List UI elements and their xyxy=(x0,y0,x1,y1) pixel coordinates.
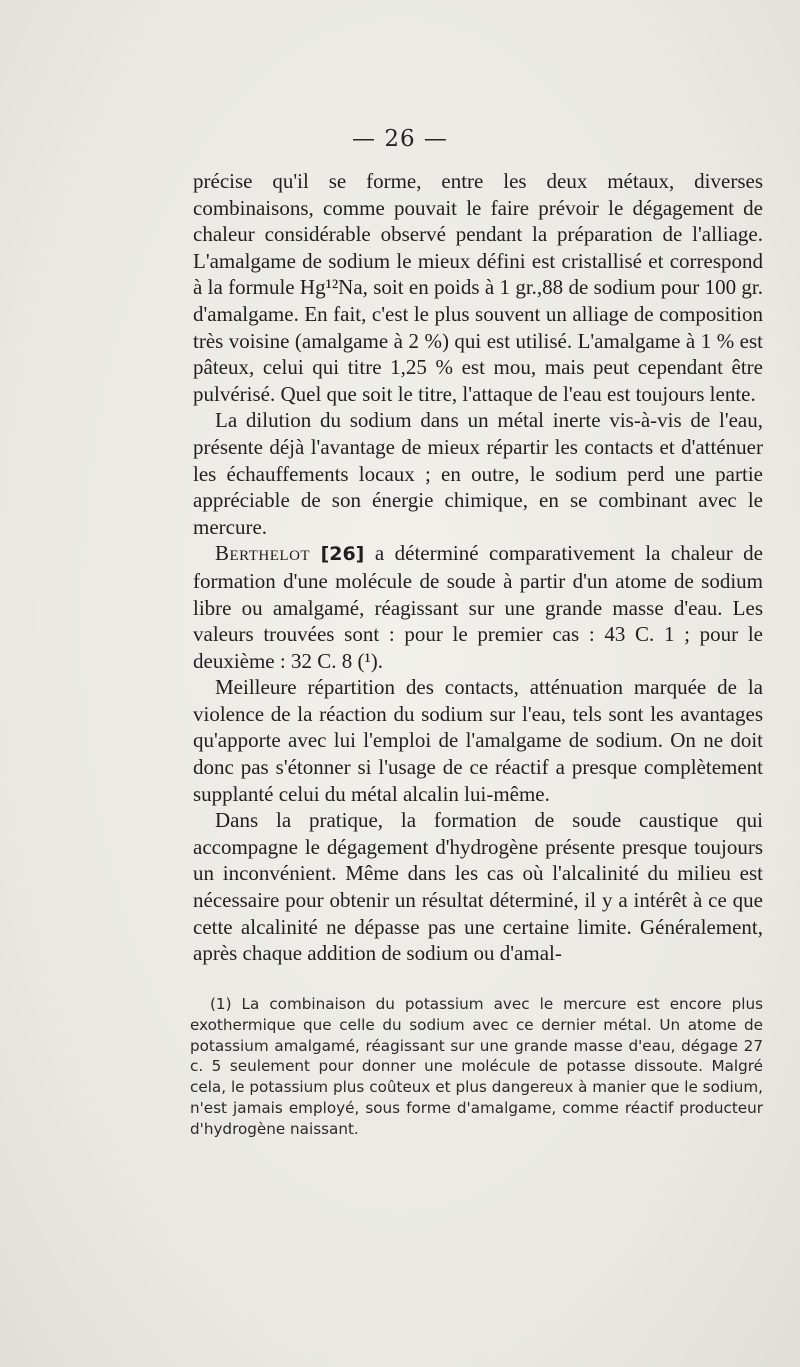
paragraph-4: Meilleure répartition des contacts, atténuation marquée de la violence de la réaction du sodium sur l'eau, tels sont les avantages qu'apporte avec lui l'emploi de l'amalgame de sodium. On ne doit donc pas s'étonner si l'usage de ce réactif a presque complètement supplanté celui du métal alcalin lui-même. xyxy=(193,675,763,806)
paragraph-3 xyxy=(193,540,763,674)
paragraph-1: précise qu'il se forme, entre les deux métaux, diverses combinaisons, comme pouvait le faire prévoir le dégagement de chaleur considérable observé pendant la préparation de l'alliage. L'amalgame de sodium le mieux défini est cristallisé et correspond à la formule Hg¹²Na, soit en poids à 1 gr.,88 de sodium pour 100 gr. d'amalgame. En fait, c'est le plus souvent un alliage de composition très voisine (amalgame à 2 %) qui est utilisé. L'amalgame à 1 % est pâteux, celui qui titre 1,25 % est mou, mais peut cependant être pulvérisé. Quel que soit le titre, l'attaque de l'eau est toujours lente. xyxy=(193,169,763,406)
reference-number: [26] xyxy=(320,543,365,566)
paragraph-3-text: a déterminé comparativement la chaleur de formation d'une molécule de soude à partir d'un atome de sodium libre ou amalgamé, réagissant sur une grande masse d'eau. Les valeurs trouvées sont : pour le premier cas : 43 C. 1 ; pour le deuxième : 32 C. 8 (¹). xyxy=(193,541,763,673)
body-text xyxy=(193,168,763,967)
paragraph-5: Dans la pratique, la formation de soude caustique qui accompagne le dégagement d'hydrogène présente presque toujours un inconvénient. Même dans les cas où l'alcalinité du milieu est nécessaire pour obtenir un résultat déterminé, il y a intérêt à ce que cette alcalinité ne dépasse pas une certaine limite. Généralement, après chaque addition de sodium ou d'amal- xyxy=(193,808,763,966)
footnote: (1) La combinaison du potassium avec le mercure est encore plus exothermique que celle du sodium avec ce dernier métal. Un atome de potassium amalgamé, réagissant sur une grande masse d'eau, dégage 27 c. 5 seulement pour donner une molécule de potasse dissoute. Malgré cela, le potassium plus coûteux et plus dangereux à manier que le sodium, n'est jamais employé, sous forme d'amalgame, comme réactif producteur d'hydrogène naissant. xyxy=(190,995,763,1138)
paragraph-2: La dilution du sodium dans un métal inerte vis-à-vis de l'eau, présente déjà l'avantage de mieux répartir les contacts et d'atténuer les échauffements locaux ; en outre, le sodium perd une partie appréciable de son énergie chimique, en se combinant avec le mercure. xyxy=(193,408,763,539)
author-name: Berthelot xyxy=(215,541,311,566)
page-number: — 26 — xyxy=(352,126,448,152)
